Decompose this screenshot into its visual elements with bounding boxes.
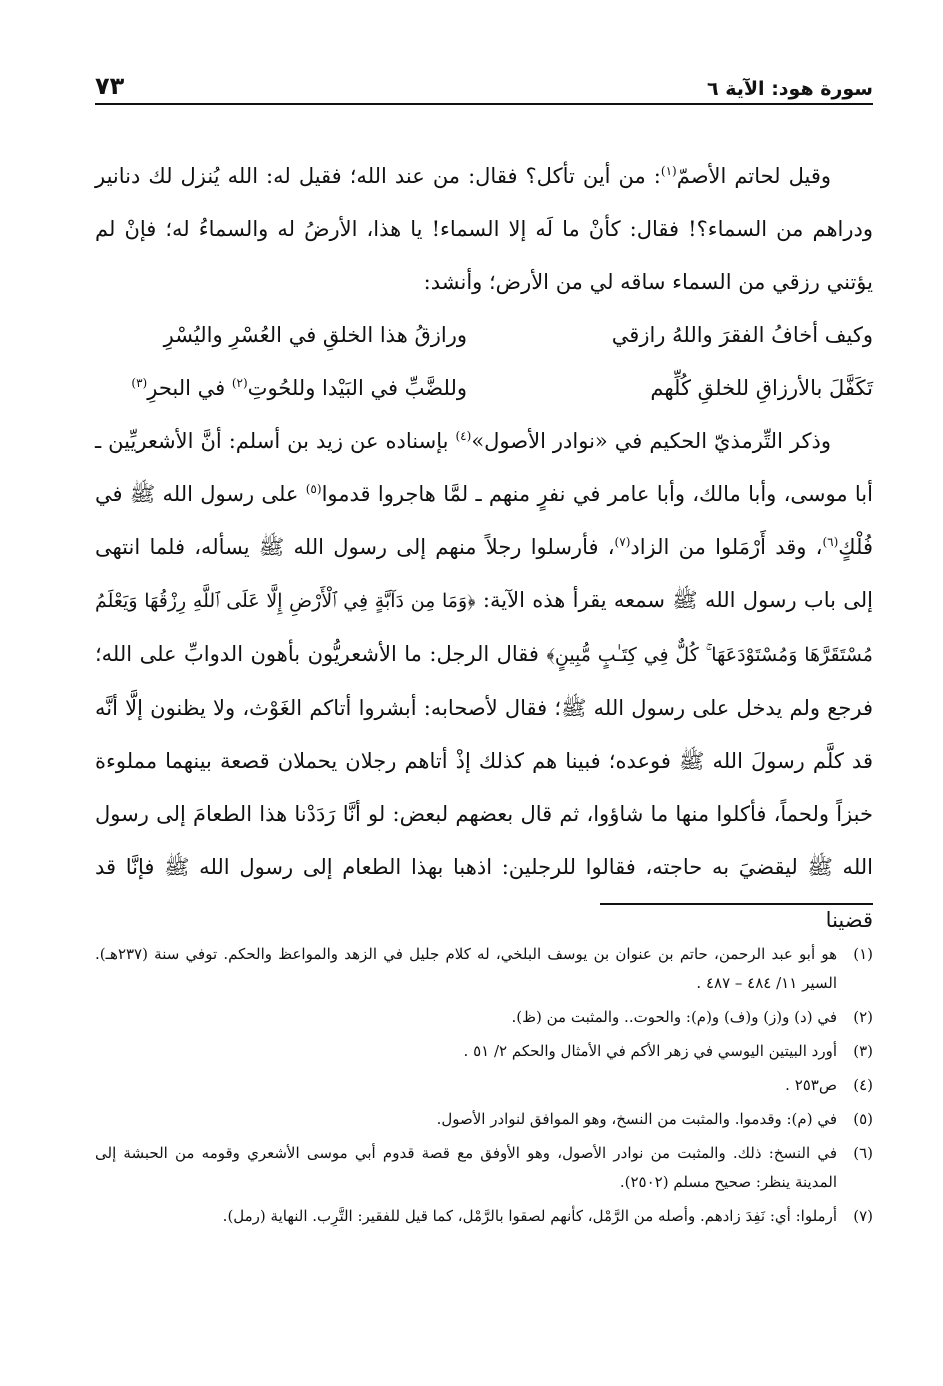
footnote-text: في (د) و(ز) و(ف) و(م): والحوت.. والمثبت من (ظ). (511, 1008, 837, 1026)
paragraph-tirmidhi (95, 415, 873, 947)
footnote-text: ص٢٥٣ . (785, 1076, 837, 1094)
footnote-number: (٢) (853, 1008, 873, 1026)
footnote (95, 1139, 873, 1197)
text-span: فقال الرجل: ما الأشعريُّون بأهون الدوابِّ على الله؛ فرجع ولم يدخل على رسول الله ﷺ؛ فقال لأصحابه: أبشروا أتاكم الغَوْث، ولا يظنون إلَّا أنَّه قد كلَّم رسولَ الله ﷺ فوعده؛ فبينا هم كذلك إذْ أتاهم رجلان يحملان قصعة بينهما مملوءة خبزاً ولحماً، فأكلوا منها ما شاؤوا، ثم قال بعضهم لبعض: لو أنَّا رَدَدْنا هذا الطعامَ إلى رسول الله ﷺ ليقضيَ به حاجته، فقالوا للرجلين: اذهبا بهذا الطعام إلى رسول الله ﷺ فإنَّا قد قضينا (95, 642, 873, 932)
footnote-number: (٧) (853, 1207, 873, 1225)
verse-second-hemistich: ورازقُ هذا الخلقِ في العُسْرِ واليُسْرِ (163, 323, 467, 347)
text-span: وللضَّبِّ في البَيْدا وللحُوتِ (247, 376, 467, 400)
footnote (95, 1003, 873, 1032)
text-span: وقيل لحاتم الأصمّ (676, 164, 831, 188)
text-span: بإسناده عن زيد بن أسلم: أنَّ الأشعريِّين ـ أبا موسى، وأبا مالك، وأبا عامر في نفرٍ منهم ـ لمَّا هاجروا قدموا (95, 429, 873, 506)
footnote (95, 1071, 873, 1100)
text-span: ، فأرسلوا رجلاً منهم إلى رسول الله ﷺ يسأله، فلما انتهى إلى باب رسول الله ﷺ سمعه يقرأ هذه الآية: (95, 535, 874, 612)
footnote-ref-1[interactable]: (١) (660, 164, 677, 178)
footnote (95, 940, 873, 998)
text-span: في البحرِ (147, 376, 232, 400)
page-number: ٧٣ (95, 72, 125, 100)
footnote-text: أورد البيتين اليوسي في زهر الأكم في الأمثال والحكم ٢/ ٥١ . (463, 1042, 837, 1060)
footnote-text: في (م): وقدموا. والمثبت من النسخ، وهو الموافق لنوادر الأصول. (436, 1110, 837, 1128)
running-title: سورة هود: الآية ٦ (707, 78, 873, 100)
footnote-ref-4[interactable]: (٤) (455, 429, 472, 443)
footnote-text: في النسخ: ذلك. والمثبت من نوادر الأصول، وهو الأوفق مع قصة قدوم أبي موسى الأشعري وقومه من الحبشة إلى المدينة ينظر: صحيح مسلم (٢٥٠٢). (95, 1144, 837, 1191)
footnote-ref-3[interactable]: (٣) (131, 376, 148, 390)
footnote-number: (٦) (853, 1144, 873, 1162)
paragraph-hatim (95, 150, 873, 309)
footnote-ref-2[interactable]: (٢) (231, 376, 248, 390)
footnote-number: (١) (853, 945, 873, 963)
poem-verse-2 (95, 362, 873, 415)
text-span: على رسول الله ﷺ في فُلْكٍ (95, 482, 873, 559)
footnotes (95, 940, 873, 1236)
verse-first-hemistich: تَكَفَّلَ بالأرزاقِ للخلقِ كُلِّهم (650, 376, 873, 400)
footnote-separator (600, 903, 873, 905)
main-text (95, 150, 873, 947)
verse-first-hemistich: وكيف أخافُ الفقرَ واللهُ رازقي (611, 323, 873, 347)
poem-verse-1 (95, 309, 873, 362)
footnote-text: هو أبو عبد الرحمن، حاتم بن عنوان بن يوسف البلخي، له كلام جليل في الزهد والمواعظ والحكم. توفي سنة (٢٣٧هـ). السير ١١/ ٤٨٤ – ٤٨٧ . (95, 945, 837, 992)
footnote-number: (٤) (853, 1076, 873, 1094)
footnote-text: أرملوا: أي: نَفِدَ زادهم. وأصله من الرَّمْل، كأنهم لصقوا بالرَّمْل، كما قيل للفقير: التَّرِب. النهاية (رمل). (222, 1207, 837, 1225)
verse-second-hemistich (95, 362, 467, 415)
running-header (95, 70, 873, 100)
quran-verse: ﴿وَمَا مِن دَآبَّةٍ فِي ٱلْأَرْضِ إِلَّا عَلَى ٱللَّهِ رِزْقُهَا وَيَعْلَمُ مُسْتَقَرَّهَا وَمُسْتَوْدَعَهَا ۚ كُلٌّ فِي كِتَـٰبٍ مُّبِينٍ﴾ (95, 590, 873, 666)
footnote-number: (٥) (853, 1110, 873, 1128)
footnote-ref-5[interactable]: (٥) (305, 482, 322, 496)
footnote-number: (٣) (853, 1042, 873, 1060)
footnote-ref-7[interactable]: (٧) (614, 535, 631, 549)
footnote (95, 1037, 873, 1066)
footnote (95, 1105, 873, 1134)
text-span: وذكر التِّرمذيّ الحكيم في «نوادر الأصول» (471, 429, 831, 453)
text-span: ، وقد أَرْمَلوا من الزاد (630, 535, 823, 559)
text-span: : من أين تأكل؟ فقال: من عند الله؛ فقيل له: الله يُنزل لك دنانير ودراهم من السماء؟! فقال: كأنْ ما لَه إلا السماء! يا هذا، الأرضُ له والسماءُ له؛ فإنْ لم يؤتني رزقي من السماء ساقه لي من الأرض؛ وأنشد: (95, 164, 873, 294)
footnote (95, 1202, 873, 1231)
footnote-ref-6[interactable]: (٦) (822, 535, 839, 549)
header-rule (95, 103, 873, 105)
